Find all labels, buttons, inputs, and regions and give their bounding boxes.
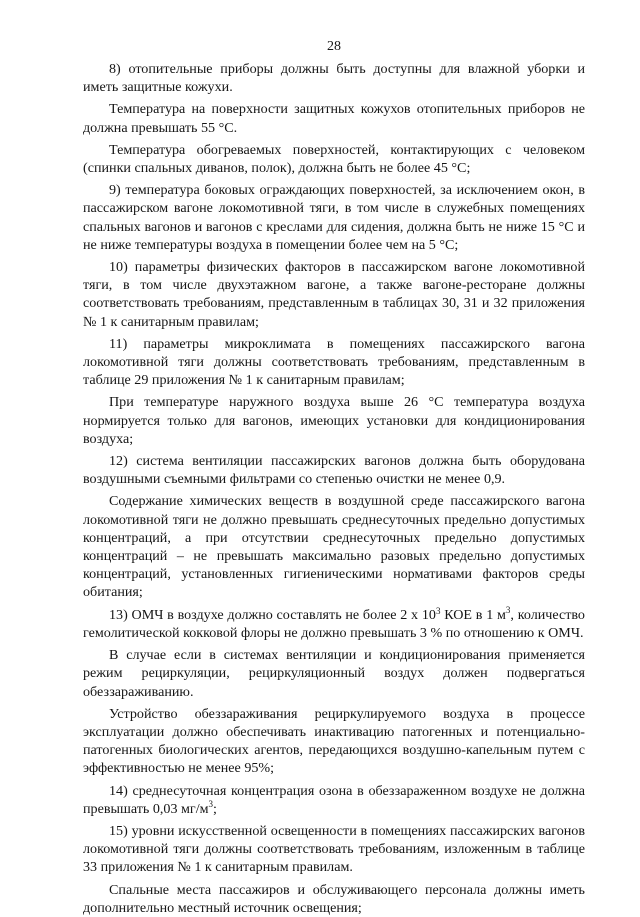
item-14-cubic-sup: 3: [208, 798, 214, 809]
page-number: 28: [327, 39, 341, 54]
paragraph-item-11: 11) параметры микроклимата в помещениях пассажирского вагона локомотивной тяги должны соответствовать требованиям, представленным в таблице 29 приложения № 1 к санитарным правилам;: [83, 335, 585, 389]
paragraph-recirculation: В случае если в системах вентиляции и кондиционирования применяется режим рециркуляции, рециркуляционный воздух должен подвергаться обеззараживанию.: [83, 647, 585, 700]
paragraph-item-12: 12) система вентиляции пассажирских вагонов должна быть оборудована воздушными съемными фильтрами со степенью очистки не менее 0,9.: [83, 453, 585, 488]
paragraph-disinfection-device: Устройство обеззараживания рециркулируемого воздуха в процессе эксплуатации должно обеспечивать инактивацию патогенных и потенциально-патогенных биологических агентов, передающихся воздушно-капельным путем с эффективностью не менее 95%;: [83, 705, 585, 777]
paragraph-sleeping-lighting: Спальные места пассажиров и обслуживающего персонала должны иметь дополнительно местный источник освещения;: [83, 881, 585, 916]
paragraph-item-9: 9) температура боковых ограждающих поверхностей, за исключением окон, в пассажирском вагоне локомотивной тяги, в том числе в служебных помещениях спальных вагонов и вагонов с креслами для сидения, должна быть не ниже 15 °С и не ниже температуры воздуха в помещении более чем на 5 °С;: [83, 182, 585, 253]
item-14-text-b: ;: [213, 800, 217, 817]
paragraph-item-15: 15) уровни искусственной освещенности в помещениях пассажирских вагонов локомотивной тяги должны соответствовать требованиям, изложенным в таблице 33 приложения № 1 к санитарным правилам.: [83, 822, 585, 876]
item-13-text-a: 13) ОМЧ в воздухе должно составлять не более 2 х 10: [109, 606, 436, 623]
paragraph-cover-temperature: Температура на поверхности защитных кожухов отопительных приборов не должна превышать 55 °С.: [83, 101, 585, 136]
item-13-cubic-sup: 3: [505, 604, 511, 615]
paragraph-item-13: [83, 606, 585, 642]
item-13-text-b: КОЕ в 1 м: [440, 606, 506, 623]
paragraph-item-14: [83, 782, 585, 818]
paragraph-item-10: 10) параметры физических факторов в пассажирском вагоне локомотивной тяги, в том числе двухэтажном вагоне, а также вагоне-ресторане должны соответствовать требованиям, представленным в таблицах 30, 31 и 32 приложения № 1 к санитарным правилам;: [83, 259, 585, 330]
item-14-text-a: 14) среднесуточная концентрация озона в обеззараженном воздухе не должна превышать 0,03 мг/м: [83, 782, 585, 817]
paragraph-heated-surfaces: Температура обогреваемых поверхностей, контактирующих с человеком (спинки спальных диванов, полок), должна быть не более 45 °С;: [83, 141, 585, 177]
paragraph-outdoor-temperature: При температуре наружного воздуха выше 26 °С температура воздуха нормируется только для вагонов, имеющих установки для кондиционирования воздуха;: [83, 394, 585, 447]
item-13-text-c: , количество гемолитической кокковой флоры не должно превышать 3 % по отношению к ОМЧ.: [83, 606, 585, 641]
paragraph-chemical-content: Содержание химических веществ в воздушной среде пассажирского вагона локомотивной тяги не должно превышать среднесуточных предельно допустимых концентраций, а при отсутствии среднесуточных предельно допустимых концентраций – не превышать максимально разовых предельно допустимых концентраций, установленных гигиеническими нормативами факторов среды обитания;: [83, 493, 585, 601]
paragraph-item-8: 8) отопительные приборы должны быть доступны для влажной уборки и иметь защитные кожухи.: [83, 61, 585, 96]
item-13-exponent: 3: [435, 605, 441, 616]
